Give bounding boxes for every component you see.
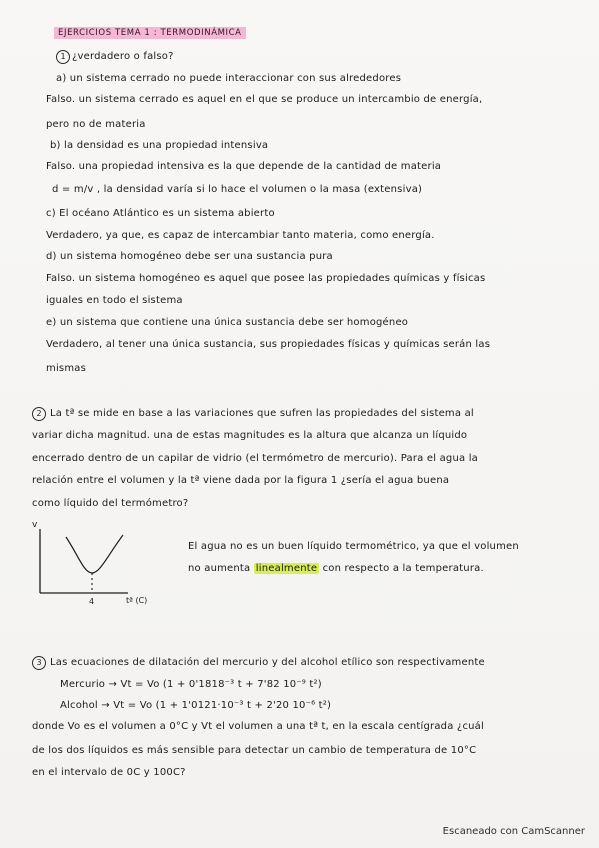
q1-line: Falso. un sistema cerrado es aquel en el que se produce un intercambio de energía, <box>46 94 483 105</box>
q3-line: Las ecuaciones de dilatación del mercurio y del alcohol etílico son respectivamente <box>50 657 485 668</box>
q1-line: Falso. un sistema homogéneo es aquel que posee las propiedades químicas y físicas <box>46 273 486 284</box>
q2-line: La tª se mide en base a las variaciones que sufren las propiedades del sistema al <box>50 408 474 419</box>
q1-line: mismas <box>46 363 87 374</box>
q1-line: pero no de materia <box>46 119 146 130</box>
q3-line: de los dos líquidos es más sensible para detectar un cambio de temperatura de 10°C <box>32 745 477 756</box>
q1-line: Verdadero, ya que, es capaz de intercambiar tanto materia, como energía. <box>46 230 435 241</box>
graph-x-label: tª (C) <box>126 596 148 605</box>
q1-line: iguales en todo el sistema <box>46 295 183 306</box>
q2-answer-line2 <box>188 562 484 575</box>
q3-line: en el intervalo de 0C y 100C? <box>32 767 186 778</box>
q2-line: relación entre el volumen y la tª viene dada por la figura 1 ¿sería el agua buena <box>32 475 450 486</box>
q2-answer-post: con respecto a la temperatura. <box>319 563 484 574</box>
q1-line: c) El océano Atlántico es un sistema abierto <box>46 208 275 219</box>
q1-line: Verdadero, al tener una única sustancia, sus propiedades físicas y químicas serán las <box>46 339 491 350</box>
q2-answer-line1: El agua no es un buen líquido termométrico, ya que el volumen <box>188 541 519 552</box>
graph-y-label: v <box>32 520 38 530</box>
figure-1-graph <box>28 515 168 610</box>
q3-line: donde Vo es el volumen a 0°C y Vt el volumen a una tª t, en la escala centígrada ¿cuál <box>32 721 484 732</box>
page-title: EJERCICIOS TEMA 1 : TERMODINÁMICA <box>54 27 246 39</box>
q2-line: variar dicha magnitud. una de estas magnitudes es la altura que alcanza un líquido <box>32 430 468 441</box>
q2-line: encerrado dentro de un capilar de vidrio (el termómetro de mercurio). Para el agua la <box>32 453 479 464</box>
q3-equation-alcohol: Alcohol → Vt = Vo (1 + 1'0121·10⁻³ t + 2'20 10⁻⁶ t²) <box>60 700 332 711</box>
q1-line: b) la densidad es una propiedad intensiva <box>50 140 269 151</box>
question-3-number: 3 <box>32 656 46 670</box>
q1-line: Falso. una propiedad intensiva es la que depende de la cantidad de materia <box>46 161 442 172</box>
q1-line: e) un sistema que contiene una única sustancia debe ser homogéneo <box>46 317 409 328</box>
question-1-number: 1 <box>56 50 70 64</box>
q3-equation-mercury: Mercurio → Vt = Vo (1 + 0'1818⁻³ t + 7'82 10⁻⁹ t²) <box>60 679 322 690</box>
scanner-watermark: Escaneado con CamScanner <box>442 826 585 837</box>
q2-answer-pre: no aumenta <box>188 563 254 574</box>
q1-line: d = m/v , la densidad varía si lo hace el volumen o la masa (extensiva) <box>52 184 423 195</box>
graph-curve <box>66 535 123 573</box>
q1-heading: ¿verdadero o falso? <box>72 51 174 62</box>
graph-x-tick: 4 <box>89 597 95 606</box>
q2-line: como líquido del termómetro? <box>32 498 189 509</box>
q1-line: a) un sistema cerrado no puede interaccionar con sus alrededores <box>56 73 402 84</box>
q1-line: d) un sistema homogéneo debe ser una sustancia pura <box>46 251 333 262</box>
highlighted-word: linealmente <box>255 563 318 574</box>
question-2-number: 2 <box>32 407 46 421</box>
